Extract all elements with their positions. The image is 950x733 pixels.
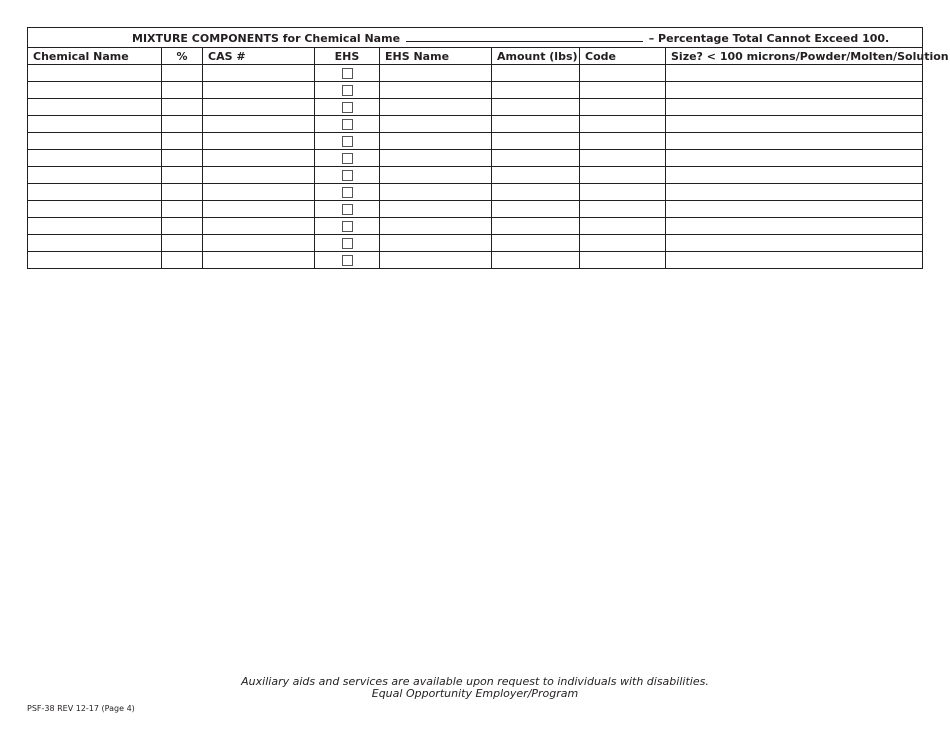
chemical-name-cell[interactable] — [28, 184, 162, 201]
ehs-cell — [315, 116, 380, 133]
ehs-name-cell[interactable] — [380, 167, 492, 184]
cas-cell[interactable] — [203, 65, 315, 82]
amount-cell[interactable] — [492, 133, 580, 150]
code-cell[interactable] — [580, 184, 666, 201]
cas-cell[interactable] — [203, 150, 315, 167]
ehs-checkbox[interactable] — [342, 204, 353, 215]
percent-cell[interactable] — [162, 218, 203, 235]
cas-cell[interactable] — [203, 218, 315, 235]
equal-opportunity-notice: Equal Opportunity Employer/Program — [371, 687, 579, 700]
size-cell[interactable] — [666, 99, 923, 116]
code-cell[interactable] — [580, 252, 666, 269]
header-row — [28, 48, 923, 65]
code-cell[interactable] — [580, 65, 666, 82]
size-cell[interactable] — [666, 252, 923, 269]
chemical-name-cell[interactable] — [28, 82, 162, 99]
percent-cell[interactable] — [162, 252, 203, 269]
cas-cell[interactable] — [203, 252, 315, 269]
cas-cell[interactable] — [203, 184, 315, 201]
code-cell[interactable] — [580, 235, 666, 252]
code-cell[interactable] — [580, 133, 666, 150]
table-row — [28, 116, 923, 133]
amount-cell[interactable] — [492, 116, 580, 133]
amount-cell[interactable] — [492, 65, 580, 82]
ehs-name-cell[interactable] — [380, 82, 492, 99]
col-cas: CAS # — [203, 48, 315, 65]
table-row — [28, 235, 923, 252]
table-row — [28, 133, 923, 150]
table-row — [28, 201, 923, 218]
table-row — [28, 218, 923, 235]
chemical-name-cell[interactable] — [28, 65, 162, 82]
amount-cell[interactable] — [492, 150, 580, 167]
col-size: Size? < 100 microns/Powder/Molten/Solution — [666, 48, 923, 65]
percent-cell[interactable] — [162, 99, 203, 116]
ehs-name-cell[interactable] — [380, 65, 492, 82]
chemical-name-cell[interactable] — [28, 116, 162, 133]
col-ehs: EHS — [315, 48, 380, 65]
accessibility-notice: Auxiliary aids and services are available upon request to individuals with disabilities. — [241, 675, 709, 688]
cas-cell[interactable] — [203, 167, 315, 184]
footer-note — [0, 676, 950, 700]
amount-cell[interactable] — [492, 235, 580, 252]
ehs-checkbox[interactable] — [342, 68, 353, 79]
size-cell[interactable] — [666, 116, 923, 133]
ehs-name-cell[interactable] — [380, 201, 492, 218]
percent-cell[interactable] — [162, 184, 203, 201]
percent-cell[interactable] — [162, 116, 203, 133]
ehs-cell — [315, 167, 380, 184]
ehs-name-cell[interactable] — [380, 235, 492, 252]
cas-cell[interactable] — [203, 201, 315, 218]
size-cell[interactable] — [666, 82, 923, 99]
title-prefix: MIXTURE COMPONENTS for Chemical Name — [132, 31, 401, 45]
title-suffix: – Percentage Total Cannot Exceed 100. — [648, 31, 890, 45]
size-cell[interactable] — [666, 167, 923, 184]
ehs-name-cell[interactable] — [380, 116, 492, 133]
ehs-checkbox[interactable] — [342, 170, 353, 181]
size-cell[interactable] — [666, 201, 923, 218]
code-cell[interactable] — [580, 99, 666, 116]
size-cell[interactable] — [666, 184, 923, 201]
col-amount: Amount (lbs) — [492, 48, 580, 65]
cas-cell[interactable] — [203, 235, 315, 252]
cas-cell[interactable] — [203, 116, 315, 133]
amount-cell[interactable] — [492, 218, 580, 235]
table-row — [28, 167, 923, 184]
ehs-name-cell[interactable] — [380, 218, 492, 235]
amount-cell[interactable] — [492, 82, 580, 99]
cas-cell[interactable] — [203, 99, 315, 116]
chemical-name-cell[interactable] — [28, 235, 162, 252]
amount-cell[interactable] — [492, 184, 580, 201]
chemical-name-blank[interactable] — [406, 30, 643, 42]
chemical-name-cell[interactable] — [28, 99, 162, 116]
code-cell[interactable] — [580, 116, 666, 133]
size-cell[interactable] — [666, 65, 923, 82]
size-cell[interactable] — [666, 150, 923, 167]
size-cell[interactable] — [666, 218, 923, 235]
ehs-name-cell[interactable] — [380, 99, 492, 116]
ehs-cell — [315, 150, 380, 167]
chemical-name-cell[interactable] — [28, 201, 162, 218]
code-cell[interactable] — [580, 82, 666, 99]
ehs-cell — [315, 252, 380, 269]
percent-cell[interactable] — [162, 82, 203, 99]
amount-cell[interactable] — [492, 252, 580, 269]
chemical-name-cell[interactable] — [28, 167, 162, 184]
chemical-name-cell[interactable] — [28, 150, 162, 167]
ehs-cell — [315, 235, 380, 252]
code-cell[interactable] — [580, 201, 666, 218]
ehs-cell — [315, 184, 380, 201]
code-cell[interactable] — [580, 167, 666, 184]
ehs-checkbox[interactable] — [342, 136, 353, 147]
ehs-cell — [315, 218, 380, 235]
col-percent: % — [162, 48, 203, 65]
percent-cell[interactable] — [162, 235, 203, 252]
table-title — [28, 28, 923, 48]
ehs-checkbox[interactable] — [342, 102, 353, 113]
ehs-checkbox[interactable] — [342, 85, 353, 96]
size-cell[interactable] — [666, 133, 923, 150]
ehs-checkbox[interactable] — [342, 153, 353, 164]
amount-cell[interactable] — [492, 201, 580, 218]
ehs-name-cell[interactable] — [380, 252, 492, 269]
ehs-cell — [315, 65, 380, 82]
table-row — [28, 99, 923, 116]
table-row — [28, 65, 923, 82]
col-code: Code — [580, 48, 666, 65]
size-cell[interactable] — [666, 235, 923, 252]
table-row — [28, 82, 923, 99]
ehs-checkbox[interactable] — [342, 221, 353, 232]
ehs-checkbox[interactable] — [342, 255, 353, 266]
col-chemical-name: Chemical Name — [28, 48, 162, 65]
cas-cell[interactable] — [203, 133, 315, 150]
cas-cell[interactable] — [203, 82, 315, 99]
ehs-cell — [315, 133, 380, 150]
amount-cell[interactable] — [492, 99, 580, 116]
percent-cell[interactable] — [162, 150, 203, 167]
form-id: PSF-38 REV 12-17 (Page 4) — [27, 704, 135, 713]
chemical-name-cell[interactable] — [28, 252, 162, 269]
chemical-name-cell[interactable] — [28, 133, 162, 150]
ehs-name-cell[interactable] — [380, 184, 492, 201]
ehs-cell — [315, 99, 380, 116]
ehs-name-cell[interactable] — [380, 150, 492, 167]
ehs-cell — [315, 201, 380, 218]
table-row — [28, 184, 923, 201]
chemical-name-cell[interactable] — [28, 218, 162, 235]
percent-cell[interactable] — [162, 201, 203, 218]
code-cell[interactable] — [580, 150, 666, 167]
ehs-checkbox[interactable] — [342, 187, 353, 198]
table-row — [28, 150, 923, 167]
code-cell[interactable] — [580, 218, 666, 235]
percent-cell[interactable] — [162, 167, 203, 184]
ehs-checkbox[interactable] — [342, 119, 353, 130]
col-ehs-name: EHS Name — [380, 48, 492, 65]
mixture-components-table — [27, 27, 949, 269]
ehs-cell — [315, 82, 380, 99]
percent-cell[interactable] — [162, 65, 203, 82]
amount-cell[interactable] — [492, 167, 580, 184]
ehs-name-cell[interactable] — [380, 133, 492, 150]
table-row — [28, 252, 923, 269]
percent-cell[interactable] — [162, 133, 203, 150]
ehs-checkbox[interactable] — [342, 238, 353, 249]
